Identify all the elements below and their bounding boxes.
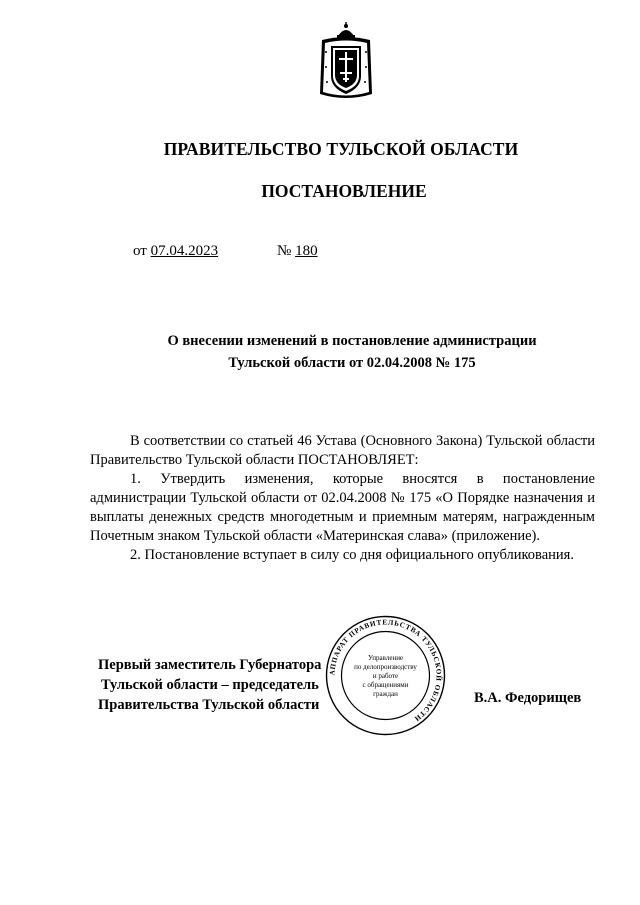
signatory-title-line-1: Первый заместитель Губернатора: [98, 657, 322, 673]
number-prefix: №: [277, 243, 292, 259]
stamp-center-line-4: с обращениями: [362, 681, 409, 689]
body-paragraph-2: 1. Утвердить изменения, которые вносятся в постановление администрации Тульской области от 02.04.2008 № 175 «О Порядке назначения и выплаты денежных средств многодетным и приемным матерям, награжденным Почетным знаком Тульской области «Материнская слава» (приложение).: [90, 471, 595, 544]
document-subject: [80, 330, 624, 374]
document-date: [133, 243, 218, 260]
date-value: 07.04.2023: [150, 243, 219, 259]
signatory-name: В.А. Федорищев: [474, 690, 582, 706]
stamp-center-line-1: Управление: [367, 654, 404, 662]
official-stamp: [324, 614, 447, 737]
subject-line-2: Тульской области от 02.04.2008 № 175: [228, 355, 476, 371]
body-paragraph-3: 2. Постановление вступает в силу со дня официального опубликования.: [130, 547, 574, 563]
body-paragraph-1: В соответствии со статьей 46 Устава (Основного Закона) Тульской области Правительство Тульской области ПОСТАНОВЛЯЕТ:: [90, 433, 595, 468]
stamp-ring-text: АППАРАТ ПРАВИТЕЛЬСТВА ТУЛЬСКОЙ ОБЛАСТИ: [328, 618, 443, 723]
stamp-center-line-5: граждан: [373, 690, 398, 698]
stamp-center-line-2: по делопроизводству: [354, 663, 417, 671]
signatory-title-line-3: Правительства Тульской области: [98, 697, 320, 713]
tula-coat-of-arms-icon: [316, 22, 376, 104]
subject-line-1: О внесении изменений в постановление администрации: [167, 333, 537, 349]
date-prefix: от: [133, 243, 147, 259]
document-number: [277, 243, 318, 260]
stamp-center-line-3: и работе: [372, 672, 399, 680]
number-value: 180: [295, 243, 318, 259]
signatory-title-line-2: Тульской области – председатель: [101, 677, 319, 693]
document-type: ПОСТАНОВЛЕНИЕ: [261, 181, 427, 201]
document-body: [90, 432, 595, 565]
organization-title: ПРАВИТЕЛЬСТВО ТУЛЬСКОЙ ОБЛАСТИ: [163, 139, 519, 159]
signatory-title: [98, 655, 321, 715]
